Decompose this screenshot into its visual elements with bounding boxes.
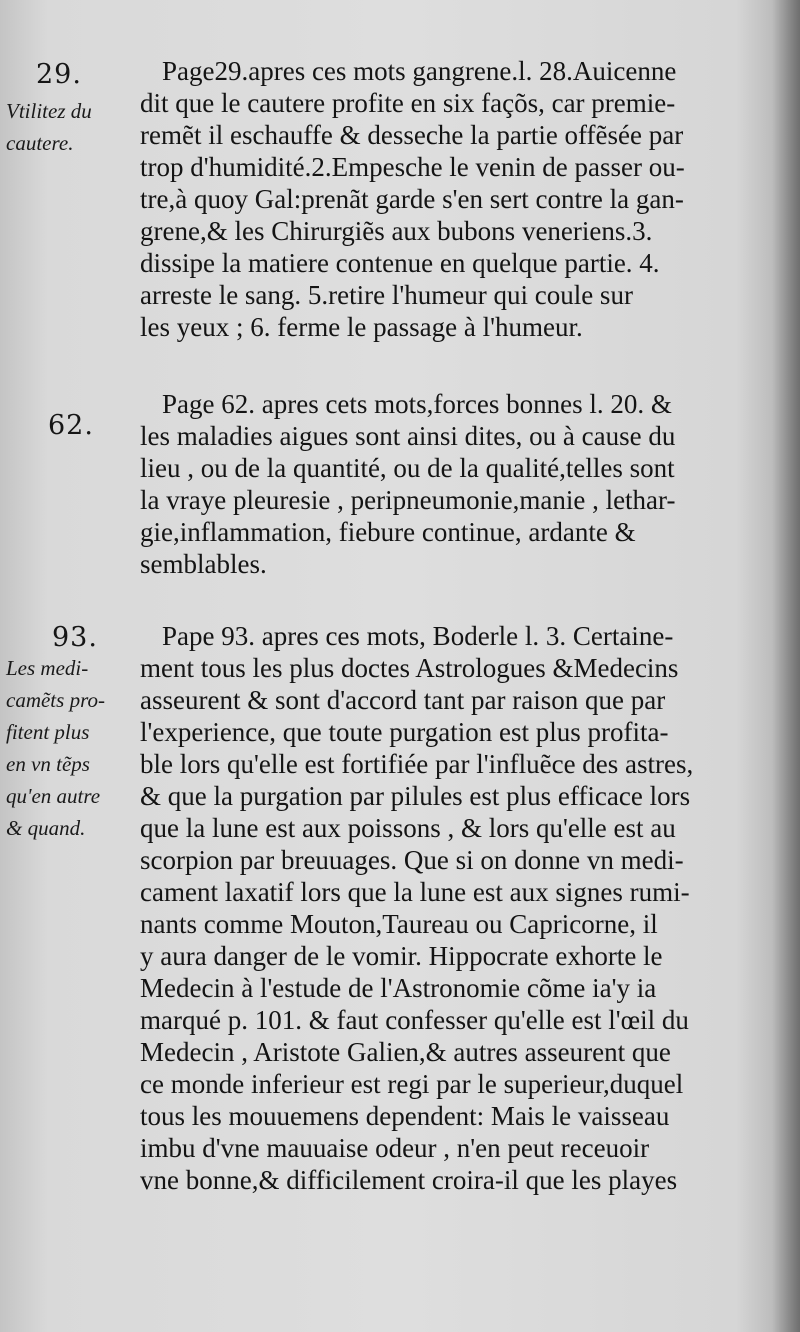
entry-number: 93. [52,622,98,653]
margin-note-line: fitent plus [6,720,90,744]
margin-note-line: Vtilitez du [6,99,92,123]
text-line: nants comme Mouton,Taureau ou Capricorne, il [140,909,658,939]
text-line: marqué p. 101. & faut confesser qu'elle est l'œil du [140,1005,689,1035]
text-line: la vraye pleuresie , peripneumonie,manie , lethar- [140,485,676,515]
margin-note-line: qu'en autre [6,784,101,808]
margin-note [6,95,146,159]
text-line: y aura danger de le vomir. Hippocrate exhorte le [140,941,663,971]
page-gutter-shadow [772,0,800,1332]
text-line: tre,à quoy Gal:prenãt garde s'en sert contre la gan- [140,184,684,214]
margin-note-line: en vn tẽps [6,752,90,776]
margin-note-line: Les medi- [6,656,89,680]
text-line: scorpion par breuuages. Que si on donne vn medi- [140,845,684,875]
text-line: que la lune est aux poissons , & lors qu'elle est au [140,813,676,843]
entry-text [140,620,765,1196]
text-line: Pape 93. apres ces mots, Boderle l. 3. Certaine- [162,621,674,651]
margin-note-line: cautere. [6,131,74,155]
entry-text [140,55,765,343]
text-line: ble lors qu'elle est fortifiée par l'influẽce des astres, [140,749,694,779]
text-line: grene,& les Chirurgiẽs aux bubons veneriens.3. [140,216,653,246]
text-line: semblables. [140,549,267,579]
text-line: Medecin à l'estude de l'Astronomie cõme ia'y ia [140,973,657,1003]
text-line: dit que le cautere profite en six façõs, car premie- [140,88,676,118]
text-line: ce monde inferieur est regi par le superieur,duquel [140,1069,684,1099]
entry-number: 62. [48,410,94,441]
text-line: remẽt il eschauffe & desseche la partie offẽsée par [140,120,684,150]
text-line: Page 62. apres cets mots,forces bonnes l. 20. & [162,389,672,419]
text-line: dissipe la matiere contenue en quelque partie. 4. [140,248,660,278]
text-line: vne bonne,& difficilement croira-il que les playes [140,1165,678,1195]
margin-note-line: & quand. [6,816,86,840]
text-line: les maladies aigues sont ainsi dites, ou à cause du [140,421,676,451]
entry-text [140,388,765,580]
text-line: gie,inflammation, fiebure continue, ardante & [140,517,636,547]
margin-note [6,652,146,844]
entry-number: 29. [36,59,82,90]
text-line: l'experience, que toute purgation est plus profita- [140,717,669,747]
text-line: les yeux ; 6. ferme le passage à l'humeur. [140,312,583,342]
margin-note-line: camẽts pro- [6,688,105,712]
text-line: imbu d'vne mauuaise odeur , n'en peut receuoir [140,1133,650,1163]
text-line: cament laxatif lors que la lune est aux signes rumi- [140,877,690,907]
text-line: ment tous les plus doctes Astrologues &Medecins [140,653,679,683]
text-line: Medecin , Aristote Galien,& autres asseurent que [140,1037,671,1067]
text-line: trop d'humidité.2.Empesche le venin de passer ou- [140,152,685,182]
text-line: Page29.apres ces mots gangrene.l. 28.Auicenne [162,56,677,86]
text-line: & que la purgation par pilules est plus efficace lors [140,781,691,811]
text-line: lieu , ou de la quantité, ou de la qualité,telles sont [140,453,675,483]
text-line: asseurent & sont d'accord tant par raison que par [140,685,666,715]
text-line: arreste le sang. 5.retire l'humeur qui coule sur [140,280,633,310]
text-line: tous les mouuemens dependent: Mais le vaisseau [140,1101,670,1131]
